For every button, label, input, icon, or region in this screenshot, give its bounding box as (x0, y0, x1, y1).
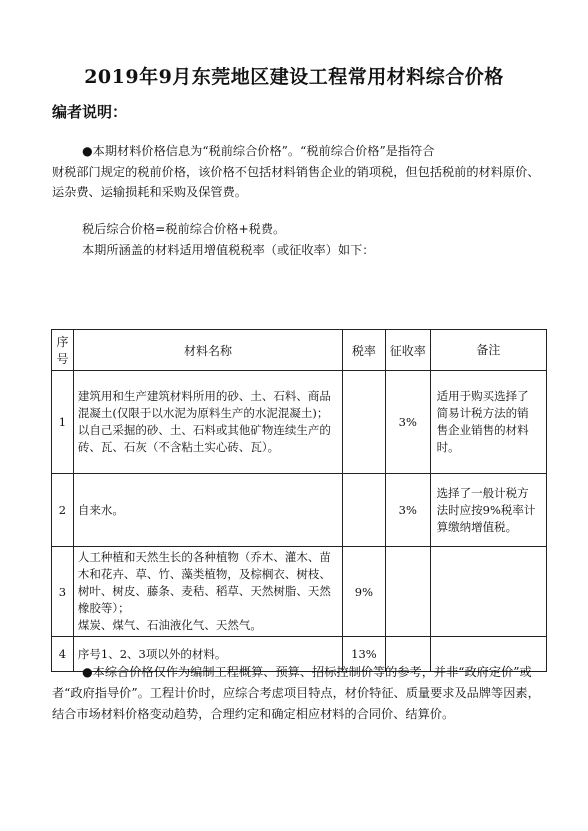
row-index: 4 (52, 637, 74, 672)
tax-rate-table (51, 329, 547, 672)
tax-rate-intro: 本期所涵盖的材料适用增值税税率（或征收率）如下： (82, 243, 375, 257)
material-name-line: 序号1、2、3项以外的材料。 (77, 646, 227, 661)
material-name-line: 人工种植和天然生长的各种植物（乔木、灌木、苗木和花卉、草、竹、藻类植物，及棕榈衣、树枝、树叶、树皮、藤条、麦秸、稻草、天然树脂、天然橡胶等）； (77, 550, 331, 615)
after-tax-formula: 税后综合价格=税前综合价格+税费。 (82, 222, 286, 236)
header-remarks: 备注 (430, 330, 546, 371)
row-material-name (73, 474, 342, 547)
table-row (52, 547, 547, 637)
row-tax-rate (343, 474, 386, 547)
remark-text: 适用于购买选择了简易计税方法的销售企业销售的材料时。 (436, 389, 529, 454)
header-index: 序号 (52, 330, 74, 371)
row-tax-rate (343, 371, 386, 474)
row-tax-rate: 13% (343, 637, 386, 672)
row-remark (430, 474, 546, 547)
row-levy-rate (385, 547, 430, 637)
intro-paragraph (52, 134, 548, 202)
disclaimer-paragraph: ●本综合价格仅作为编制工程概算、预算、招标控制价等的参考，并非“政府定价”或者“政府指导价”。工程计价时，应综合考虑项目特点，材价特征、质量要求及品牌等因素，结合市场材料价格变动趋势，合理约定和确定相应材料的合同价、结算价。 (52, 665, 540, 721)
row-levy-rate: 3% (385, 371, 430, 474)
material-name-line: 建筑用和生产建筑材料所用的砂、土、石料、商品混凝土(仅限于以水泥为原料生产的水泥混凝土)； (77, 389, 331, 420)
material-name-line: 以自己采掘的砂、土、石料或其他矿物连续生产的砖、瓦、石灰（不含粘土实心砖、瓦）。 (77, 423, 331, 454)
row-tax-rate: 9% (343, 547, 386, 637)
intro-paragraph-rest: 财税部门规定的税前价格，该价格不包括材料销售企业的销项税，但包括税前的材料原价、运杂费、运输损耗和采购及保管费。 (52, 165, 540, 199)
row-index: 1 (52, 371, 74, 474)
table-header-row (52, 330, 547, 371)
editor-notes-heading: 编者说明： (52, 103, 128, 121)
intro-paragraph-first-line: ●本期材料价格信息为“税前综合价格”。“税前综合价格”是指符合 (82, 144, 435, 158)
row-remark (430, 547, 546, 637)
table-row (52, 371, 547, 474)
row-index: 3 (52, 547, 74, 637)
material-name-line: 煤炭、煤气、石油液化气、天然气。 (77, 618, 262, 632)
remark-text: 选择了一般计税方法时应按9%税率计算缴纳增值税。 (436, 485, 536, 534)
row-index: 2 (52, 474, 74, 547)
header-material-name: 材料名称 (73, 330, 342, 371)
row-levy-rate: 3% (385, 474, 430, 547)
row-material-name (73, 547, 342, 637)
row-remark (430, 371, 546, 474)
row-material-name (73, 371, 342, 474)
header-tax-rate: 税率 (343, 330, 386, 371)
table-row (52, 474, 547, 547)
material-name-line: 自来水。 (77, 502, 124, 517)
header-levy-rate: 征收率 (385, 330, 430, 371)
document-title: 2019年9月东莞地区建设工程常用材料综合价格 (84, 66, 504, 88)
